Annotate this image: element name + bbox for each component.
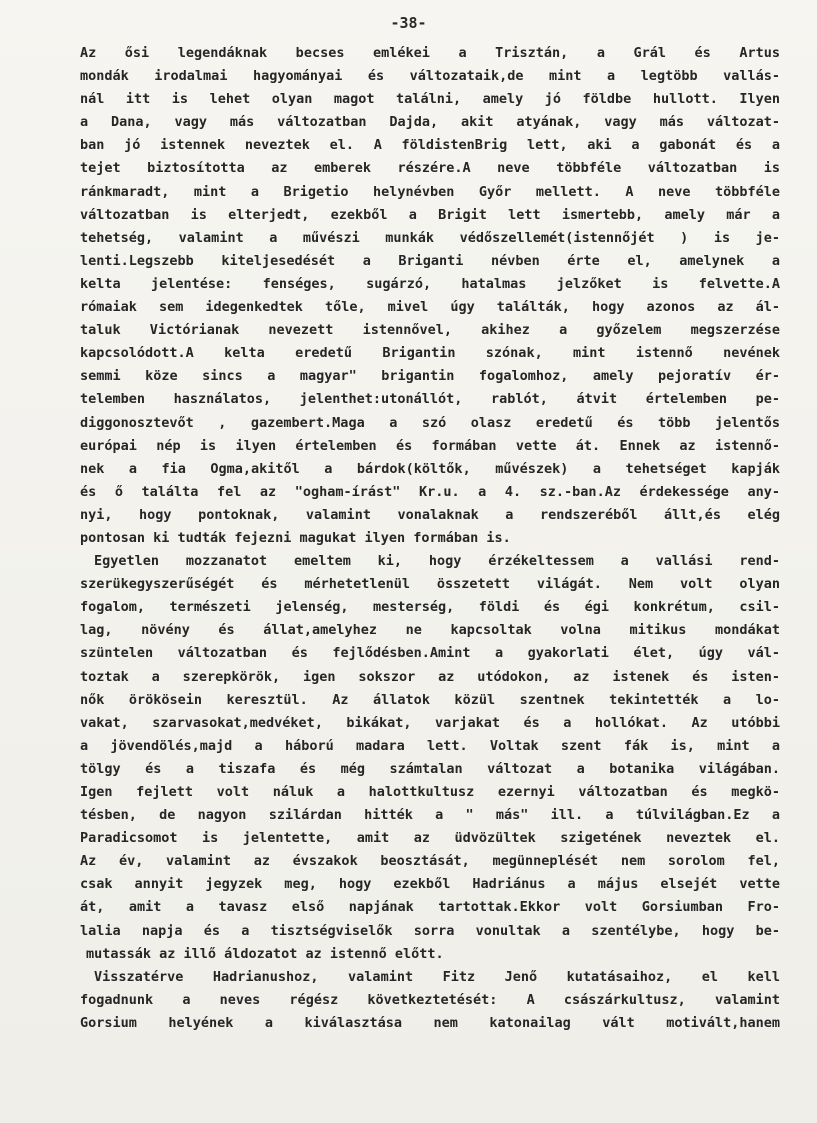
text-line: diggonosztevőt , gazembert.Maga a szó olasz eredetű és több jelentős	[80, 414, 780, 431]
text-line: telemben használatos, jelenthet:utonállót, rablót, átvit értelemben pe-	[80, 391, 780, 408]
text-line: európai nép is ilyen értelemben és formában vette át. Ennek az istennő-	[80, 437, 780, 454]
text-line: tejet biztosította az emberek részére.A neve többféle változatban is	[80, 160, 780, 177]
text-line: kelta jelentése: fenséges, sugárzó, hatalmas jelzőket is felvette.A	[80, 275, 780, 292]
text-line: kapcsolódott.A kelta eredetű Brigantin szónak, mint istennő nevének	[80, 345, 780, 362]
text-line: semmi köze sincs a magyar" brigantin fogalomhoz, amely pejoratív ér-	[80, 368, 780, 385]
text-line: rómaiak sem idegenkedtek tőle, mivel úgy találták, hogy azonos az ál-	[80, 299, 780, 316]
text-line: taluk Victórianak nevezett istennővel, akihez a győzelem megszerzése	[80, 322, 780, 339]
text-line: szüntelen változatban és fejlődésben.Amint a gyakorlati élet, úgy vál-	[80, 645, 780, 662]
text-line: és ő találta fel az "ogham-írást" Kr.u. a 4. sz.-ban.Az érdekessége any-	[80, 483, 780, 500]
text-line: pontosan ki tudták fejezni magukat ilyen formában is.	[80, 529, 511, 546]
text-line: csak annyit jegyzek meg, hogy ezekből Hadriánus a május elsejét vette	[80, 876, 780, 893]
text-line: a jövendölés,majd a háború madara lett. Voltak szent fák is, mint a	[80, 737, 780, 754]
text-line: Paradicsomot is jelentette, amit az üdvözültek szigetének neveztek el.	[80, 830, 780, 847]
text-line: Az év, valamint az évszakok beosztását, megünneplését nem sorolom fel,	[80, 853, 780, 870]
text-line: át, amit a tavasz első napjának tartottak.Ekkor volt Gorsiumban Fro-	[80, 899, 780, 916]
text-line: a Dana, vagy más változatban Dajda, akit atyának, vagy más változat-	[80, 114, 780, 131]
text-line: mutassák az illő áldozatot az istennő előtt.	[86, 945, 444, 962]
text-line: Gorsium helyének a kiválasztása nem katonailag vált motivált,hanem	[80, 1014, 780, 1031]
text-line: lenti.Legszebb kiteljesedését a Briganti névben érte el, amelynek a	[80, 252, 780, 269]
text-line: nyi, hogy pontoknak, valamint vonalaknak a rendszeréből állt,és elég	[80, 506, 780, 523]
text-line: nek a fia Ogma,akitől a bárdok(költők, művészek) a tehetséget kapják	[80, 460, 780, 477]
text-line: Igen fejlett volt náluk a halottkultusz ezernyi változatban és megkö-	[80, 784, 780, 800]
text-line: tésben, de nagyon szilárdan hitték a " más" ill. a túlvilágban.Ez a	[80, 807, 780, 824]
text-line: tölgy és a tiszafa és még számtalan változat a botanika világában.	[80, 760, 780, 777]
body-text	[80, 42, 780, 1035]
text-line: ban jó istennek neveztek el. A földistenBrig lett, aki a gabonát és a	[80, 137, 780, 154]
text-line: Egyetlen mozzanatot emeltem ki, hogy érzékeltessem a vallási rend-	[94, 553, 780, 570]
text-line: nők örökösein keresztül. Az állatok közül szentnek tekintették a lo-	[80, 691, 780, 708]
text-line: ránkmaradt, mint a Brigetio helynévben Győr mellett. A neve többféle	[80, 183, 780, 200]
text-line: nál itt is lehet olyan magot találni, amely jó földbe hullott. Ilyen	[80, 91, 780, 108]
page-number: -38-	[390, 14, 427, 32]
text-line: toztak a szerepkörök, igen sokszor az utódokon, az istenek és isten-	[80, 668, 780, 685]
text-line: lag, növény és állat,amelyhez ne kapcsoltak volna mitikus mondákat	[80, 622, 780, 639]
text-line: tehetség, valamint a művészi munkák védőszellemét(istennőjét ) is je-	[80, 229, 780, 246]
text-line: Visszatérve Hadrianushoz, valamint Fitz Jenő kutatásaihoz, el kell	[94, 968, 780, 985]
text-line: mondák irodalmai hagyományai és változataik,de mint a legtöbb vallás-	[80, 68, 780, 85]
text-line: fogadnunk a neves régész következtetését: A császárkultusz, valamint	[80, 991, 780, 1008]
text-line: lalia napja és a tisztségviselők sorra vonultak a szentélybe, hogy be-	[80, 922, 780, 939]
text-line: fogalom, természeti jelenség, mesterség, földi és égi konkrétum, csil-	[80, 599, 780, 616]
text-line: Az ősi legendáknak becses emlékei a Trisztán, a Grál és Artus	[80, 45, 780, 61]
text-line: vakat, szarvasokat,medvéket, bikákat, varjakat és a hollókat. Az utóbbi	[80, 714, 780, 731]
text-line: változatban is elterjedt, ezekből a Brigit lett ismertebb, amely már a	[80, 206, 780, 223]
text-line: szerükegyszerűségét és mérhetetlenül összetett világát. Nem volt olyan	[80, 576, 780, 593]
